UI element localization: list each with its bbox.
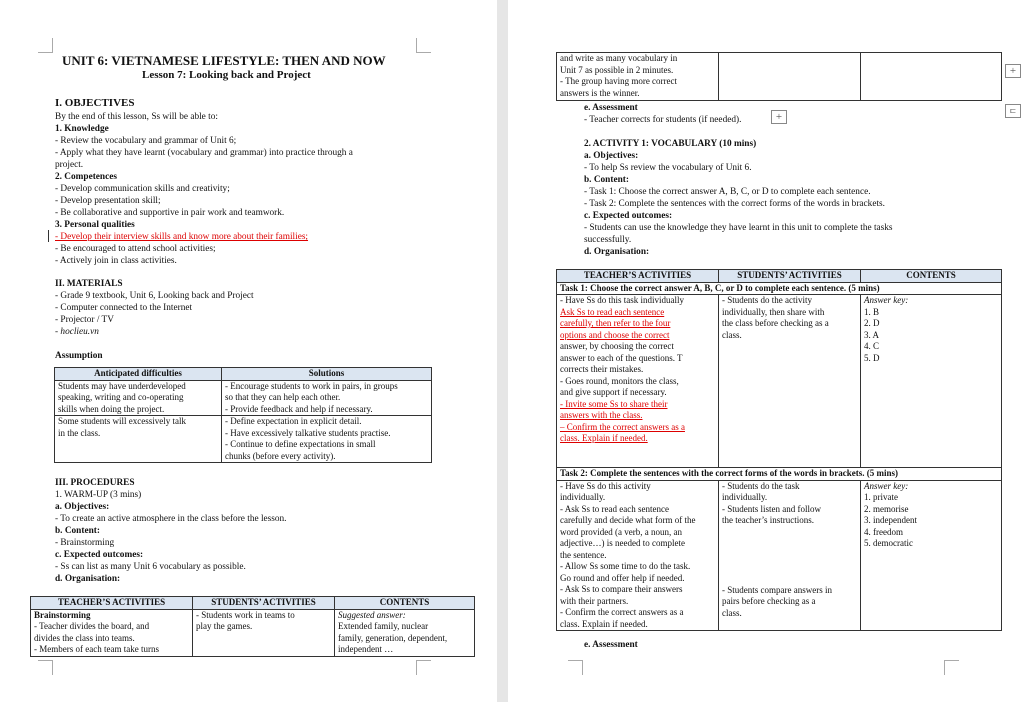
table-row [557, 480, 1002, 631]
warmup-content-item: - Brainstorming [55, 538, 115, 548]
crop-mark [38, 660, 53, 675]
table-row [55, 380, 432, 416]
column-header: TEACHER’S ACTIVITIES [31, 597, 193, 610]
column-header: Solutions [222, 368, 432, 381]
task2-heading: Task 2: Complete the sentences with the correct forms of the words in brackets. (5 mins) [557, 468, 1002, 481]
table-cell: Answer key: 1. private 2. memorise 3. independent 4. freedom 5. democratic [861, 480, 1002, 631]
material-item: - Projector / TV [55, 315, 114, 325]
competence-item: - Be collaborative and supportive in pair work and teamwork. [55, 208, 285, 218]
table-row [557, 53, 1002, 101]
table-row [55, 416, 432, 463]
crop-mark [416, 38, 431, 53]
table-cell: - Have Ss do this activity individually. - Ask Ss to read each sentence carefully and decide what form of the word provided (a verb, a noun, an adjective…) is needed to complete the sentence. - Allow Ss some time to do the task. Go round and offer help if needed. - Ask Ss to compare their answers with their partners. - Confirm the correct answers as a class. Explain if needed. [557, 480, 719, 631]
page-gutter [497, 0, 508, 702]
table-add-row-icon[interactable]: + [1005, 64, 1021, 78]
personal-quality-item: - Actively join in class activities. [55, 256, 177, 266]
table-cell: - Encourage students to work in pairs, in groups so that they can help each other. - Provide feedback and help if necessary. [222, 380, 432, 416]
assessment-heading: e. Assessment [584, 103, 638, 113]
act1-outcomes-label: c. Expected outcomes: [584, 211, 673, 221]
knowledge-item: - Review the vocabulary and grammar of Unit 6; [55, 136, 237, 146]
warmup-activity-table [30, 596, 475, 657]
act1-content-item: - Task 1: Choose the correct answer A, B, C, or D to complete each sentence. [584, 187, 871, 197]
assumption-table [54, 367, 432, 463]
warmup-outcomes-label: c. Expected outcomes: [55, 550, 144, 560]
table-cell: - Define expectation in explicit detail. - Have excessively talkative students practise. - Continue to define expectations in small chunks (before every activity). [222, 416, 432, 463]
column-header: STUDENTS’ ACTIVITIES [193, 597, 335, 610]
act1-organisation-label: d. Organisation: [584, 247, 650, 257]
table-cell [719, 53, 861, 101]
material-item: - Grade 9 textbook, Unit 6, Looking back and Project [55, 291, 254, 301]
column-header: STUDENTS’ ACTIVITIES [719, 270, 861, 283]
personal-quality-item: - Be encouraged to attend school activities; [55, 244, 216, 254]
activity1-heading: 2. ACTIVITY 1: VOCABULARY (10 mins) [584, 139, 757, 149]
knowledge-item: - Apply what they have learnt (vocabulary and grammar) into practice through a [55, 148, 353, 158]
crop-mark [416, 660, 431, 675]
add-content-icon[interactable]: + [771, 110, 787, 124]
act1-outcome-item: - Students can use the knowledge they have learnt in this unit to complete the tasks [584, 223, 893, 233]
competence-item: - Develop presentation skill; [55, 196, 161, 206]
column-header: CONTENTS [861, 270, 1002, 283]
right-page [508, 0, 1021, 702]
warmup-objective-item: - To create an active atmosphere in the class before the lesson. [55, 514, 287, 524]
table-row [557, 295, 1002, 468]
warmup-heading: 1. WARM-UP (3 mins) [55, 490, 142, 500]
table-row [557, 282, 1002, 295]
table-cell: - Have Ss do this task individually Ask Ss to read each sentence carefully, then refer to the four options and choose the correct answer, by choosing the correct answer to each of the questions. T corrects their mistakes. - Goes round, monitors the class, and give support if necessary. - Invite some Ss to share their answers with the class. – Confirm the correct answers as a class. Explain if needed. [557, 295, 719, 468]
table-cell: Students may have underdeveloped speaking, writing and co-operating skills when doing the project. [55, 380, 222, 416]
table-cell: - Students work in teams to play the games. [193, 609, 335, 656]
personal-qualities-heading: 3. Personal qualities [55, 220, 135, 230]
objectives-intro: By the end of this lesson, Ss will be able to: [55, 112, 218, 122]
act1-objectives-label: a. Objectives: [584, 151, 639, 161]
assumption-heading: Assumption [55, 351, 103, 361]
act1-objective-item: - To help Ss review the vocabulary of Unit 6. [584, 163, 752, 173]
table-row [31, 609, 475, 656]
table-cell: Brainstorming - Teacher divides the board, and divides the class into teams. - Members of each team take turns [31, 609, 193, 656]
table-cell: Some students will excessively talk in the class. [55, 416, 222, 463]
task1-heading: Task 1: Choose the correct answer A, B, C, or D to complete each sentence. (5 mins) [557, 282, 1002, 295]
crop-mark [38, 38, 53, 53]
materials-heading: II. MATERIALS [55, 279, 123, 289]
column-header: CONTENTS [335, 597, 475, 610]
column-header: TEACHER’S ACTIVITIES [557, 270, 719, 283]
table-cell: Suggested answer: Extended family, nuclear family, generation, dependent, independent … [335, 609, 475, 656]
act1-content-item: - Task 2: Complete the sentences with the correct forms of the words in brackets. [584, 199, 885, 209]
warmup-table-continued [556, 52, 1002, 101]
table-cell [861, 53, 1002, 101]
change-bar [48, 230, 49, 242]
table-cell: - Students do the task individually. - Students listen and follow the teacher’s instructions. - Students compare answers in pairs before checking as a class. [719, 480, 861, 631]
table-cell: - Students do the activity individually, then share with the class before checking as a class. [719, 295, 861, 468]
procedures-heading: III. PROCEDURES [55, 478, 135, 488]
material-item: - Computer connected to the Internet [55, 303, 193, 313]
crop-mark [944, 660, 959, 675]
left-page [0, 0, 497, 702]
act1-content-label: b. Content: [584, 175, 629, 185]
warmup-organisation-label: d. Organisation: [55, 574, 121, 584]
personal-quality-item: - Develop their interview skills and know more about their families; [55, 232, 309, 242]
crop-mark [568, 660, 583, 675]
knowledge-heading: 1. Knowledge [55, 124, 109, 134]
table-row [557, 468, 1002, 481]
objectives-heading: I. OBJECTIVES [55, 97, 135, 109]
table-cell: Answer key: 1. B 2. D 3. A 4. C 5. D [861, 295, 1002, 468]
material-item: - hoclieu.vn [55, 327, 99, 337]
competences-heading: 2. Competences [55, 172, 117, 182]
unit-title: UNIT 6: VIETNAMESE LIFESTYLE: THEN AND NOW [62, 53, 386, 68]
competence-item: - Develop communication skills and creativity; [55, 184, 230, 194]
assessment-heading: e. Assessment [584, 640, 638, 650]
assessment-item: - Teacher corrects for students (if needed). [584, 115, 742, 125]
lesson-subtitle: Lesson 7: Looking back and Project [142, 69, 311, 81]
activity1-table [556, 269, 1002, 631]
layout-options-icon[interactable]: ⊏ [1005, 104, 1021, 118]
warmup-content-label: b. Content: [55, 526, 100, 536]
warmup-outcome-item: - Ss can list as many Unit 6 vocabulary as possible. [55, 562, 246, 572]
table-cell: and write as many vocabulary in Unit 7 as possible in 2 minutes. - The group having more correct answers is the winner. [557, 53, 719, 101]
act1-outcome-item: successfully. [584, 235, 632, 245]
warmup-objectives-label: a. Objectives: [55, 502, 110, 512]
knowledge-item: project. [55, 160, 84, 170]
column-header: Anticipated difficulties [55, 368, 222, 381]
